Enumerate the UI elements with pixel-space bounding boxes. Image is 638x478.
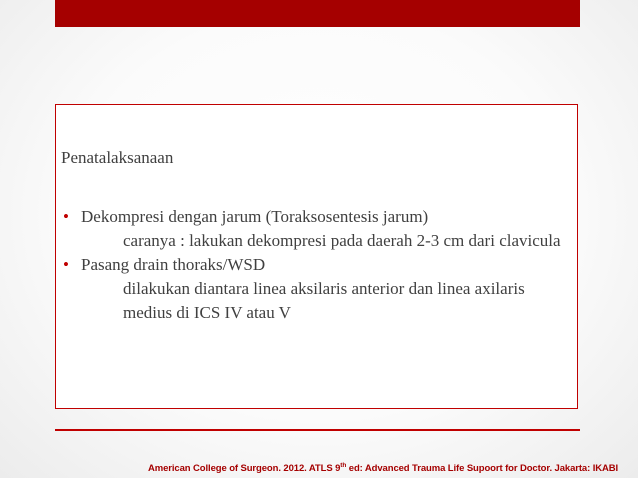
bullet-icon: • [63,207,69,226]
content-box [55,104,578,409]
list-item-subtext: dilakukan diantara linea aksilaris anterior dan linea axilaris medius di ICS IV atau V [123,279,525,322]
citation-text-end: ed: Advanced Trauma Life Supoort for Doctor. Jakarta: IKABI [346,463,619,475]
bullet-list [56,205,577,325]
top-accent-bar [55,0,580,27]
footer-divider [55,429,580,431]
list-item-subtext: caranya : lakukan dekompresi pada daerah 2-3 cm dari clavicula [123,231,561,250]
list-item-label: Dekompresi dengan jarum (Toraksosentesis jarum) [81,207,429,226]
list-item-label: Pasang drain thoraks/WSD [81,255,266,274]
list-item [56,205,577,253]
list-item-text [56,253,577,277]
citation-footer [148,462,618,474]
slide-heading: Penatalaksanaan [61,148,174,167]
citation-superscript: th [340,462,347,469]
list-item-text [56,205,577,229]
list-item [56,253,577,325]
bullet-icon: • [63,255,69,274]
citation-text-start: American College of Surgeon. 2012. ATLS 9 [148,463,341,475]
